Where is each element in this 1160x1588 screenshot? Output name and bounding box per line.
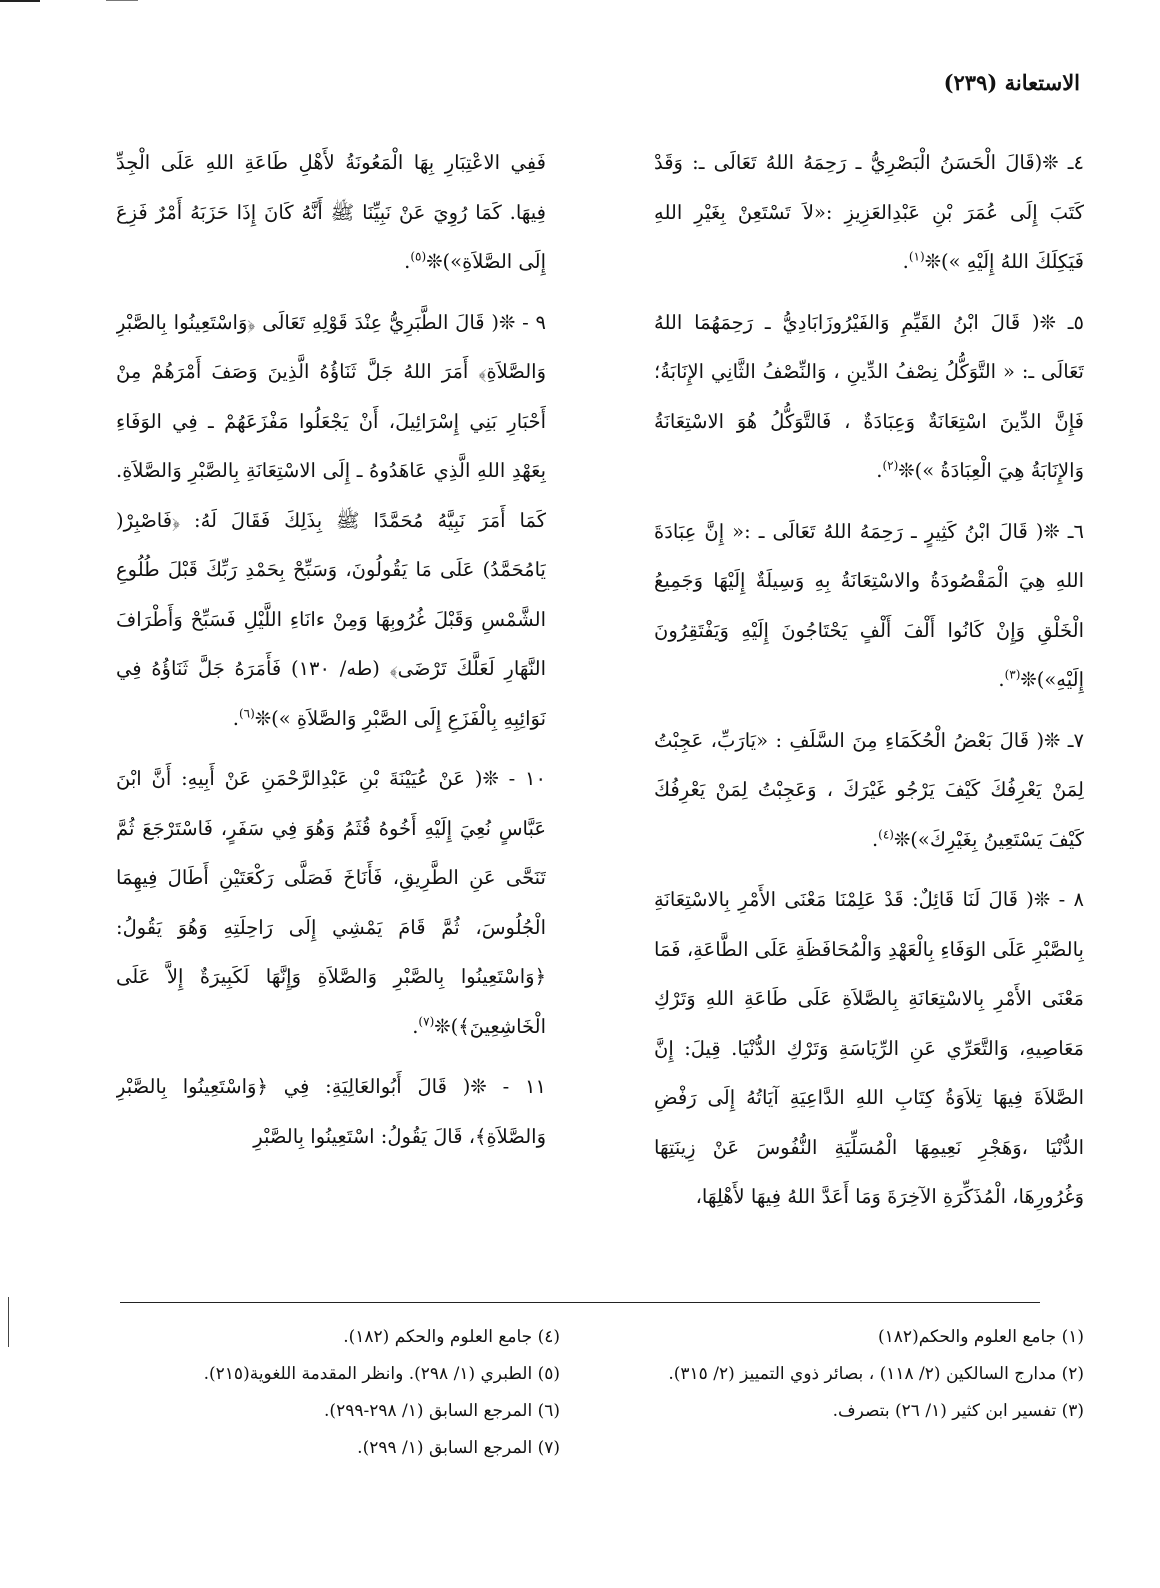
- left-text-column: [116, 138, 546, 1238]
- paragraph: [116, 1062, 546, 1161]
- paragraph: [654, 875, 1084, 1222]
- footnote: (٢) مدارج السالكين (٢/ ١١٨) ، بصائر ذوي التمييز (٢/ ٣١٥).: [668, 1364, 1084, 1384]
- paragraph-text: فَفِي الاعْتِبَارِ بِهَا الْمَعُونَةُ لأَهْلِ طَاعَةِ اللهِ عَلَى الْجِدِّ فِيهَا. كَمَا رُوِيَ عَنْ نَبِيِّنَا ﷺ أَنَّهُ كَانَ إِذَا حَزَبَهُ أَمْرٌ فَزِعَ إِلَى الصَّلاَةِ»)❊: [116, 151, 546, 273]
- paragraph-text: ٤ـ ❊(قَالَ الْحَسَنُ الْبَصْرِيُّ ـ رَحِمَهُ اللهُ تَعَالَى ـ: وَقَدْ كَتَبَ إِلَى عُمَرَ بْنِ عَبْدِالعَزِيزِ :«لاَ تَسْتَعِنْ بِغَيْرِ اللهِ فَيَكِلَكَ اللهُ إِلَيْهِ »)❊: [654, 151, 1084, 273]
- paragraph: ١٠ - ❊( عَنْ عُيَيْنَةَ بْنِ عَبْدِالرَّحْمَنِ عَنْ أَبِيهِ: أَنَّ ابْنَ عَبَّاسٍ نُعِيَ إِلَيْهِ أَخُوهُ قُثَمُ وَهُوَ فِي سَفَرٍ، فَاسْتَرْجَعَ ثُمَّ تَنَحَّى عَنِ الطَّرِيقِ، فَأَنَاخَ فَصَلَّى رَكْعَتَيْنِ أَطَالَ فِيهِمَا الْجُلُوسَ، ثُمَّ قَامَ يَمْشِي إِلَى رَاحِلَتِهِ وَهُوَ يَقُولُ: ﴿وَاسْتَعِينُوا بِالصَّبْرِ وَالصَّلاَةِ وَإِنَّهَا لَكَبِيرَةٌ إِلاَّ عَلَى الْخَاشِعِينَ﴾)❊$^{(٧)}$.: [116, 767, 546, 1038]
- paragraph-text: ٩ - ❊( قَالَ الطَّبَرِيُّ عِنْدَ قَوْلِهِ تَعَالَى ﴿وَاسْتَعِينُوا بِالصَّبْرِ وَالصَّلاَةِ﴾ أَمَرَ اللهُ جَلَّ ثَنَاؤُهُ الَّذِينَ وَصَفَ أَمْرَهُمْ مِنْ أَحْبَارِ بَنِي إِسْرَائِيلَ، أَنْ يَجْعَلُوا مَفْزَعَهُمْ ـ فِي الوَفَاءِ بِعَهْدِ اللهِ الَّذِي عَاهَدُوهُ ـ إِلَى الاسْتِعَانَةِ بِالصَّبْرِ وَالصَّلاَةِ. كَمَا أَمَرَ نَبِيَّهُ مُحَمَّدًا ﷺ بِذَلِكَ فَقَالَ لَهُ: ﴿فَاصْبِرْ( يَامُحَمَّدُ) عَلَى مَا يَقُولُونَ، وَسَبِّحْ بِحَمْدِ رَبِّكَ قَبْلَ طُلُوعِ الشَّمْسِ وَقَبْلَ غُرُوبِهَا وَمِنْ ءانَاءِ اللَّيْلِ فَسَبِّحْ وَأَطْرَافَ النَّهَارِ لَعَلَّكَ تَرْضَى﴾ (طه/ ١٣٠) فَأَمَرَهُ جَلَّ ثَنَاؤُهُ فِي نَوَائِبِهِ بِالْفَزَعِ إِلَى الصَّبْرِ وَالصَّلاَةِ »)❊: [116, 310, 546, 730]
- paragraph: ٤ـ ❊(قَالَ الْحَسَنُ الْبَصْرِيُّ ـ رَحِمَهُ اللهُ تَعَالَى ـ: وَقَدْ كَتَبَ إِلَى عُمَرَ بْنِ عَبْدِالعَزِيزِ :«لاَ تَسْتَعِنْ بِغَيْرِ اللهِ فَيَكِلَكَ اللهُ إِلَيْهِ »)❊$^{(١)}$.: [654, 151, 1084, 273]
- footnote: (٧) المرجع السابق (١/ ٢٩٩).: [357, 1438, 560, 1458]
- paragraph: ٦ـ ❊( قَالَ ابْنُ كَثِيرٍ ـ رَحِمَهُ اللهُ تَعَالَى ـ :« إِنَّ عِبَادَةَ اللهِ هِيَ الْمَقْصُودَةُ والاسْتِعَانَةُ بِهِ وَسِيلَةٌ إِلَيْهَا وَجَمِيعُ الْخَلْقِ وَإِنْ كَانُوا أَلْفَ أَلْفٍ يَحْتَاجُونَ إِلَيْهِ وَيَفْتَقِرُونَ إِلَيْهِ»)❊$^{(٣)}$.: [654, 519, 1084, 691]
- footnote-ref: (١): [908, 249, 925, 264]
- top-corner-mark: [0, 0, 40, 2]
- footnote: (٤) جامع العلوم والحكم (١٨٢).: [343, 1327, 560, 1347]
- paragraph: ٧ـ ❊( قَالَ بَعْضُ الْحُكَمَاءِ مِنَ السَّلَفِ : «يَارَبِّ، عَجِبْتُ لِمَنْ يَعْرِفُكَ كَيْفَ يَرْجُو غَيْرَكَ ، وَعَجِبْتُ لِمَنْ يَعْرِفُكَ كَيْفَ يَسْتَعِينُ بِغَيْرِكَ»)❊$^{(٤)}$.: [654, 728, 1084, 851]
- margin-mark: [8, 1297, 9, 1347]
- footnote: (٣) تفسير ابن كثير (١/ ٢٦) بتصرف.: [832, 1401, 1084, 1421]
- footnote-ref: (٦): [238, 706, 255, 720]
- footnote-ref: (٣): [1004, 667, 1021, 682]
- paragraph-text: ١١ - ❊( قَالَ أَبُوالعَالِيَةِ: فِي ﴿وَاسْتَعِينُوا بِالصَّبْرِ وَالصَّلاَةِ﴾، قَالَ يَقُولُ: اسْتَعِينُوا بِالصَّبْرِ: [116, 1075, 546, 1148]
- right-text-column: [654, 138, 1084, 1238]
- footnote: (٦) المرجع السابق (١/ ٢٩٨-٢٩٩).: [324, 1401, 560, 1421]
- paragraph: ٩ - ❊( قَالَ الطَّبَرِيُّ عِنْدَ قَوْلِهِ تَعَالَى ﴿وَاسْتَعِينُوا بِالصَّبْرِ وَالصَّلاَةِ﴾ أَمَرَ اللهُ جَلَّ ثَنَاؤُهُ الَّذِينَ وَصَفَ أَمْرَهُمْ مِنْ أَحْبَارِ بَنِي إِسْرَائِيلَ، أَنْ يَجْعَلُوا مَفْزَعَهُمْ ـ فِي الوَفَاءِ بِعَهْدِ اللهِ الَّذِي عَاهَدُوهُ ـ إِلَى الاسْتِعَانَةِ بِالصَّبْرِ وَالصَّلاَةِ. كَمَا أَمَرَ نَبِيَّهُ مُحَمَّدًا ﷺ بِذَلِكَ فَقَالَ لَهُ: ﴿فَاصْبِرْ( يَامُحَمَّدُ) عَلَى مَا يَقُولُونَ، وَسَبِّحْ بِحَمْدِ رَبِّكَ قَبْلَ طُلُوعِ الشَّمْسِ وَقَبْلَ غُرُوبِهَا وَمِنْ ءانَاءِ اللَّيْلِ فَسَبِّحْ وَأَطْرَافَ النَّهَارِ لَعَلَّكَ تَرْضَى﴾ (طه/ ١٣٠) فَأَمَرَهُ جَلَّ ثَنَاؤُهُ فِي نَوَائِبِهِ بِالْفَزَعِ إِلَى الصَّبْرِ وَالصَّلاَةِ »)❊$^{(٦)}$.: [116, 310, 546, 730]
- footnote: (٥) الطبري (١/ ٢٩٨). وانظر المقدمة اللغوية(٢١٥).: [203, 1364, 560, 1384]
- footnotes-left: [120, 1322, 560, 1470]
- paragraph-text: ١٠ - ❊( عَنْ عُيَيْنَةَ بْنِ عَبْدِالرَّحْمَنِ عَنْ أَبِيهِ: أَنَّ ابْنَ عَبَّاسٍ نُعِيَ إِلَيْهِ أَخُوهُ قُثَمُ وَهُوَ فِي سَفَرٍ، فَاسْتَرْجَعَ ثُمَّ تَنَحَّى عَنِ الطَّرِيقِ، فَأَنَاخَ فَصَلَّى رَكْعَتَيْنِ أَطَالَ فِيهِمَا الْجُلُوسَ، ثُمَّ قَامَ يَمْشِي إِلَى رَاحِلَتِهِ وَهُوَ يَقُولُ: ﴿وَاسْتَعِينُوا بِالصَّبْرِ وَالصَّلاَةِ وَإِنَّهَا لَكَبِيرَةٌ إِلاَّ عَلَى الْخَاشِعِينَ﴾)❊: [116, 767, 546, 1038]
- paragraph-text: ٧ـ ❊( قَالَ بَعْضُ الْحُكَمَاءِ مِنَ السَّلَفِ : «يَارَبِّ، عَجِبْتُ لِمَنْ يَعْرِفُكَ كَيْفَ يَرْجُو غَيْرَكَ ، وَعَجِبْتُ لِمَنْ يَعْرِفُكَ كَيْفَ يَسْتَعِينُ بِغَيْرِكَ»)❊: [654, 728, 1084, 851]
- paragraph-text: ٥ـ ❊( قَالَ ابْنُ القَيِّمِ وَالفَيْرُوزَابَادِيُّ ـ رَحِمَهُمَا اللهُ تَعَالَى ـ: « التَّوَكُّلُ نِصْفُ الدِّينِ ، وَالنِّصْفُ الثَّانِي الإِنَابَةُ؛ فَإِنَّ الدِّينَ اسْتِعَانَةٌ وَعِبَادَةٌ ، فَالتَّوَكُّلُ هُوَ الاسْتِعَانَةُ وَالإِنَابَةُ هِيَ الْعِبَادَةُ »)❊: [654, 310, 1084, 482]
- paragraph: فَفِي الاعْتِبَارِ بِهَا الْمَعُونَةُ لأَهْلِ طَاعَةِ اللهِ عَلَى الْجِدِّ فِيهَا. كَمَا رُوِيَ عَنْ نَبِيِّنَا ﷺ أَنَّهُ كَانَ إِذَا حَزَبَهُ أَمْرٌ فَزِعَ إِلَى الصَّلاَةِ»)❊$^{(٥)}$.: [116, 151, 546, 273]
- footnote-separator: [120, 1302, 1040, 1303]
- footnote: (١) جامع العلوم والحكم(١٨٢): [878, 1327, 1084, 1347]
- paragraph-text: ٨ - ❊( قَالَ لَنَا قَائِلٌ: قَدْ عَلِمْنَا مَعْنَى الأَمْرِ بِالاسْتِعَانَةِ بِالصَّبْرِ عَلَى الوَفَاءِ بِالْعَهْدِ وَالْمُحَافَظَةِ عَلَى الطَّاعَةِ، فَمَا مَعْنَى الأَمْرِ بِالاسْتِعَانَةِ بِالصَّلاَةِ عَلَى طَاعَةِ اللهِ وَتَرْكِ مَعَاصِيهِ، وَالتَّعَرِّي عَنِ الرِّيَاسَةِ وَتَرْكِ الدُّنْيَا. قِيلَ: إِنَّ الصَّلاَةَ فِيهَا تِلاَوَةُ كِتَابِ اللهِ الدَّاعِيَةِ آيَاتُهُ إِلَى رَفْضِ الدُّنْيَا ،وَهَجْرِ نَعِيمِهَا الْمُسَلِّيَةِ النُّفُوسَ عَنْ زِينَتِهَا وَغُرُورِهَا، الْمُذَكِّرَةِ الآخِرَةَ وَمَا أَعَدَّ اللهُ فِيهَا لأَهْلِهَا،: [654, 888, 1084, 1208]
- footnote-ref: (٥): [410, 249, 427, 264]
- top-edge-mark: [106, 0, 138, 1]
- paragraph-text: ٦ـ ❊( قَالَ ابْنُ كَثِيرٍ ـ رَحِمَهُ اللهُ تَعَالَى ـ :« إِنَّ عِبَادَةَ اللهِ هِيَ الْمَقْصُودَةُ والاسْتِعَانَةُ بِهِ وَسِيلَةٌ إِلَيْهَا وَجَمِيعُ الْخَلْقِ وَإِنْ كَانُوا أَلْفَ أَلْفٍ يَحْتَاجُونَ إِلَيْهِ وَيَفْتَقِرُونَ إِلَيْهِ»)❊: [654, 519, 1084, 691]
- paragraph: ٥ـ ❊( قَالَ ابْنُ القَيِّمِ وَالفَيْرُوزَابَادِيُّ ـ رَحِمَهُمَا اللهُ تَعَالَى ـ: « التَّوَكُّلُ نِصْفُ الدِّينِ ، وَالنِّصْفُ الثَّانِي الإِنَابَةُ؛ فَإِنَّ الدِّينَ اسْتِعَانَةٌ وَعِبَادَةٌ ، فَالتَّوَكُّلُ هُوَ الاسْتِعَانَةُ وَالإِنَابَةُ هِيَ الْعِبَادَةُ »)❊$^{(٢)}$.: [654, 310, 1084, 482]
- running-header: الاستعانة (٢٣٩): [943, 70, 1080, 95]
- footnote-ref: (٢): [882, 458, 899, 473]
- footnote-ref: (٧): [418, 1014, 435, 1028]
- footnote-ref: (٤): [878, 827, 894, 841]
- footnotes-right: [644, 1322, 1084, 1433]
